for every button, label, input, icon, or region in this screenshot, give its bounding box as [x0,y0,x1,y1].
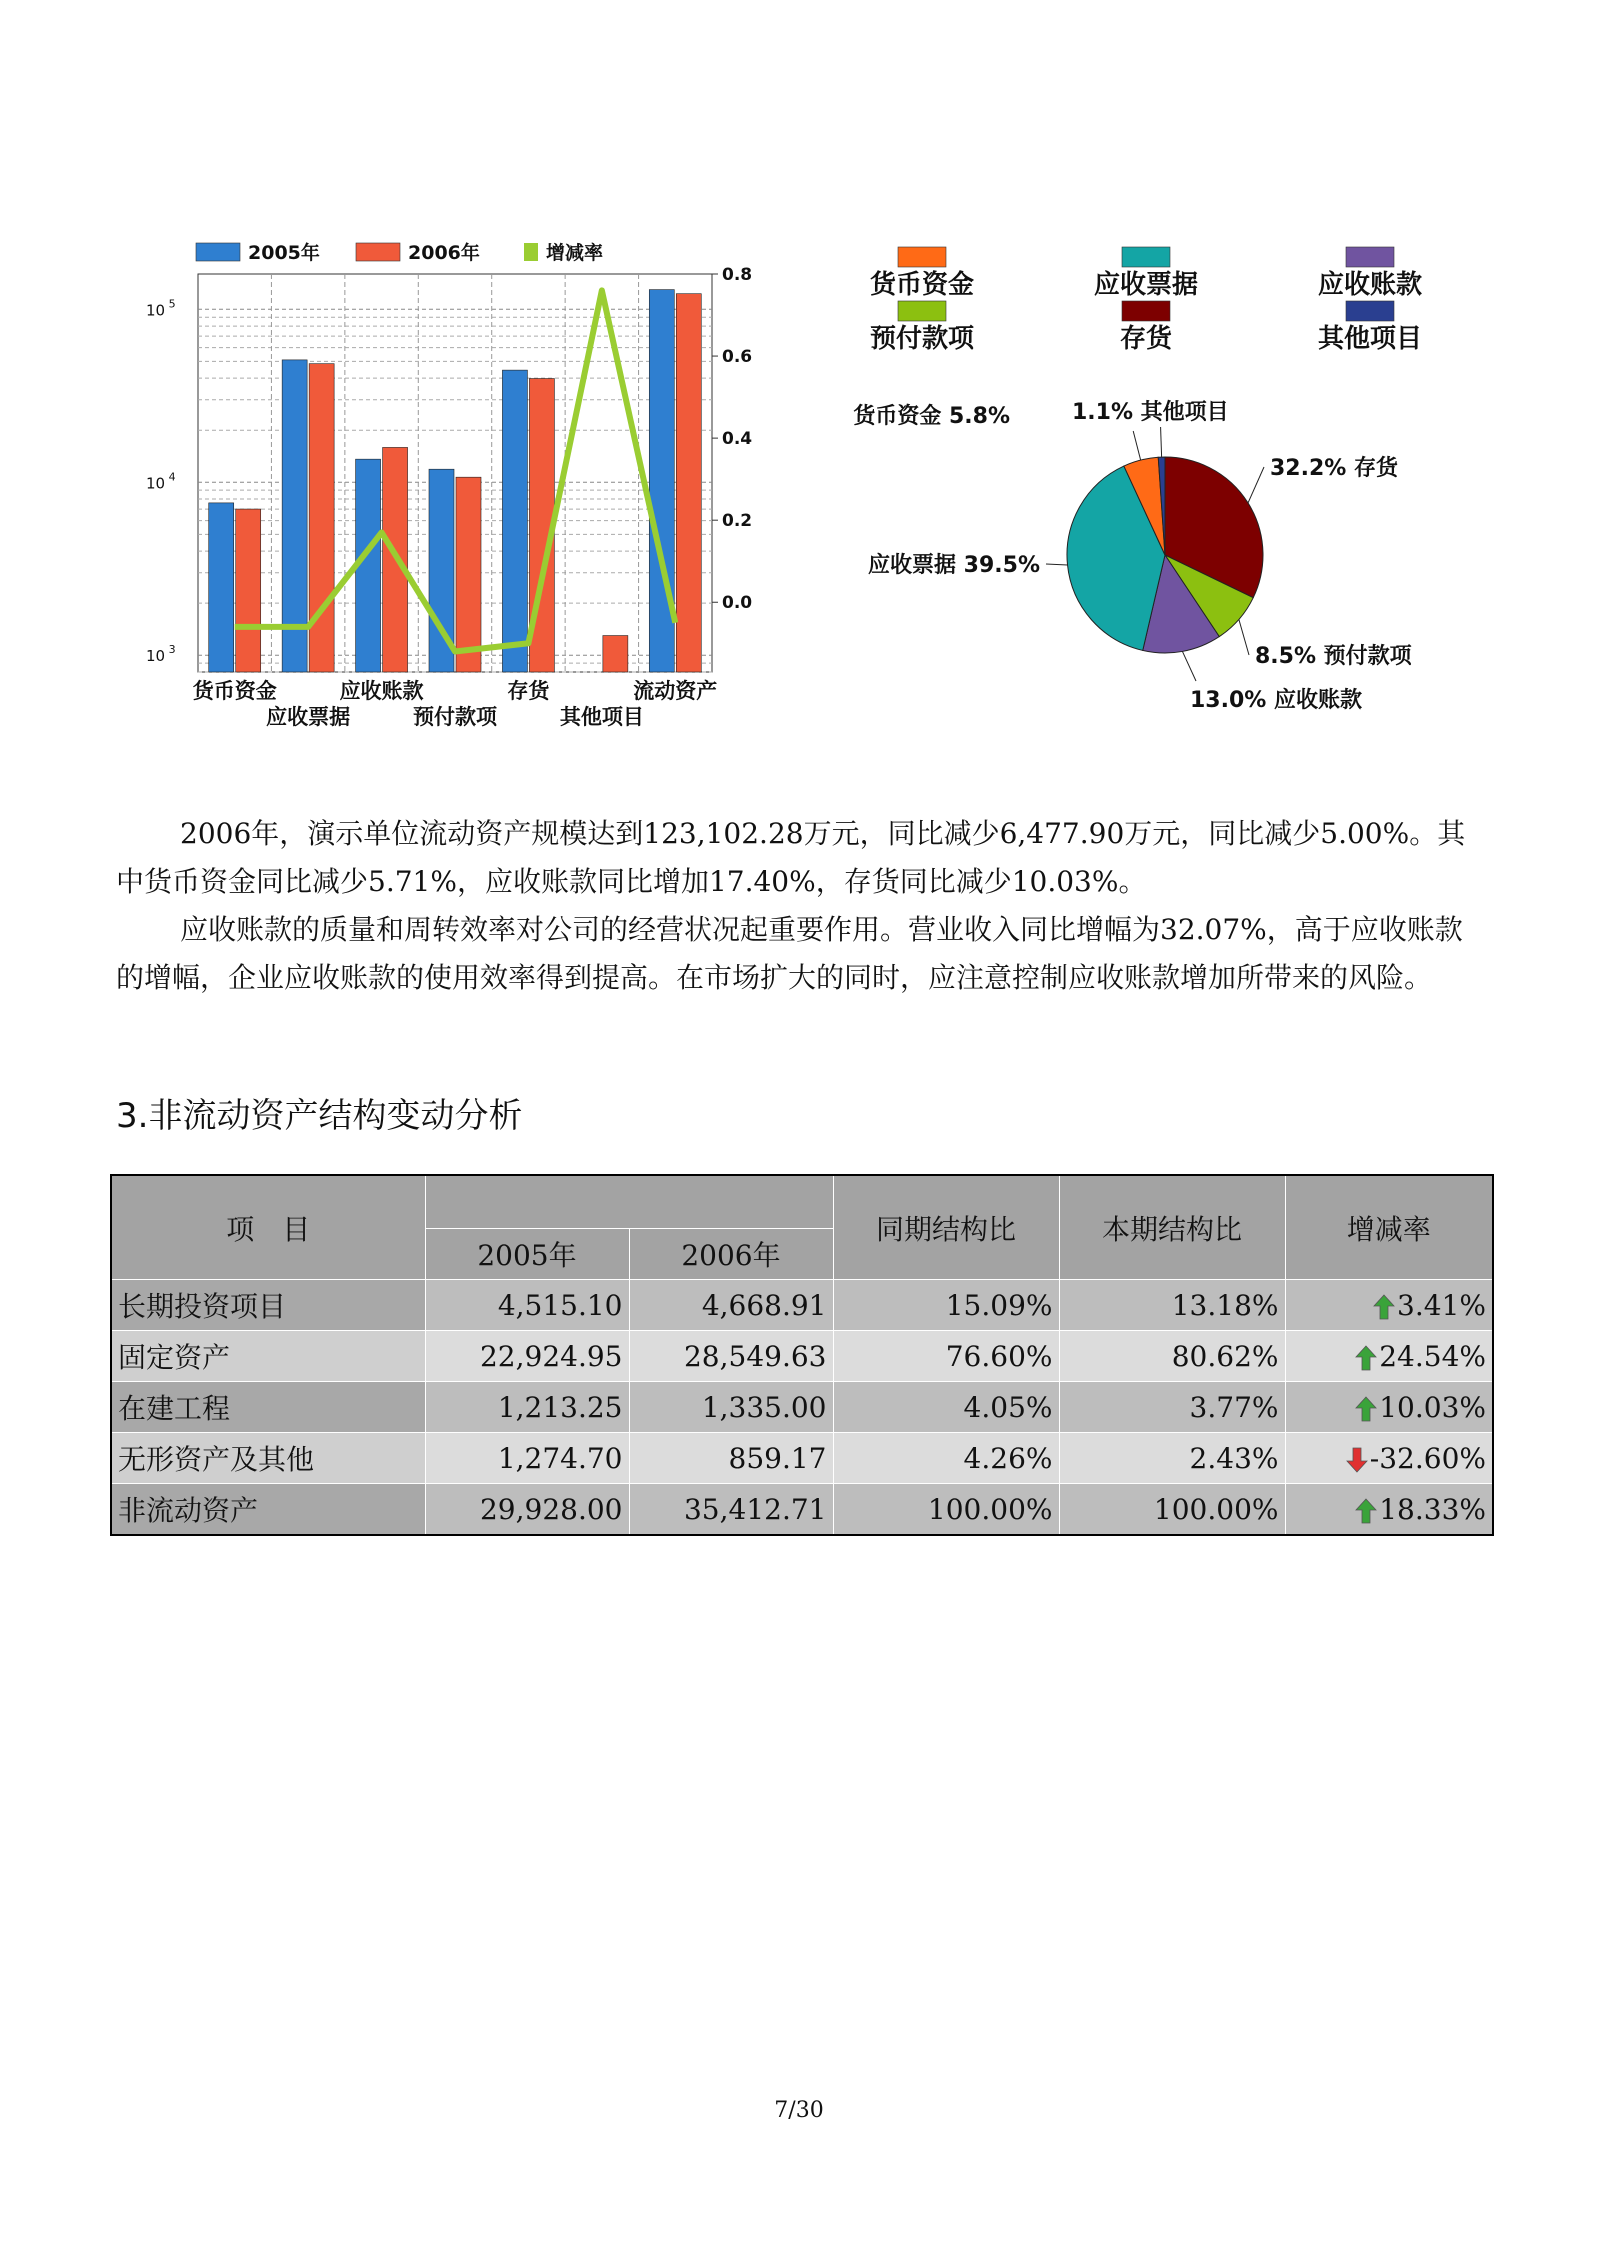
arrow-up-icon [1355,1345,1377,1371]
cell-prev-ratio: 4.05% [833,1382,1059,1433]
cell-prev-ratio: 15.09% [833,1280,1059,1331]
pie-slice-label: 32.2% 存货 [1270,456,1398,481]
legend-swatch [1346,247,1394,267]
bar-2006 [236,509,261,672]
cell-value-2006: 1,335.00 [629,1382,833,1433]
legend-label: 预付款项 [869,324,975,354]
cell-value-2006: 4,668.91 [629,1280,833,1331]
x-category-label: 存货 [507,679,550,703]
header-years-group [425,1175,833,1229]
cell-value-2005: 22,924.95 [425,1331,629,1382]
arrow-up-icon [1355,1498,1377,1524]
table-body [111,1280,1493,1536]
legend-label: 存货 [1119,324,1173,354]
legend-swatch [196,243,240,261]
pie-leader-line [1182,651,1196,681]
cell-value-2006: 859.17 [629,1433,833,1484]
legend-label: 增减率 [546,242,604,264]
pie-chart [800,235,1500,745]
cell-prev-ratio: 100.00% [833,1484,1059,1536]
cell-name: 无形资产及其他 [111,1433,425,1484]
plot-area [198,274,712,672]
y-right-tick-label: 0.2 [722,511,753,532]
legend-swatch [356,243,400,261]
x-category-label: 流动资产 [633,679,718,703]
pie-leader-line [1239,619,1249,655]
legend-swatch [1122,247,1170,267]
pie-slice-label: 1.1% 其他项目 [1072,400,1229,425]
bar-chart [140,228,770,748]
legend-swatch [898,247,946,267]
arrow-up-icon [1355,1396,1377,1422]
cell-name: 固定资产 [111,1331,425,1382]
legend-swatch [898,301,946,321]
cell-change-rate [1285,1280,1493,1331]
header-item: 项 目 [111,1175,425,1280]
header-change-rate: 增减率 [1285,1175,1493,1280]
bar-2006 [676,294,701,672]
cell-value-2006: 35,412.71 [629,1484,833,1536]
pie-leader-line [1133,431,1140,460]
x-category-label: 预付款项 [413,705,497,729]
pie-leader-line [1248,467,1264,503]
y-left-tick-label: 10 $^3$ [146,643,176,666]
cell-name: 非流动资产 [111,1484,425,1536]
y-right-tick-label: 0.6 [722,347,753,368]
arrow-up-icon [1373,1294,1395,1320]
header-prev-ratio: 同期结构比 [833,1175,1059,1280]
table-row [111,1382,1493,1433]
cell-change-rate [1285,1484,1493,1536]
legend-swatch [524,243,538,261]
cell-prev-ratio: 4.26% [833,1433,1059,1484]
cell-value-2005: 1,213.25 [425,1382,629,1433]
header-2006: 2006年 [629,1229,833,1280]
cell-value-2005: 4,515.10 [425,1280,629,1331]
legend-label: 货币资金 [869,270,975,300]
cell-change-rate [1285,1382,1493,1433]
section-heading: 3.非流动资产结构变动分析 [116,1096,523,1136]
y-left-tick-label: 10 $^5$ [146,297,176,320]
pie-slice-label: 货币资金 5.8% [853,404,1010,429]
cell-prev-ratio: 76.60% [833,1331,1059,1382]
legend-label: 应收票据 [1093,270,1199,300]
cell-change-rate [1285,1331,1493,1382]
cell-curr-ratio: 100.00% [1059,1484,1285,1536]
y-right-tick-label: 0.4 [722,429,753,450]
x-category-label: 其他项目 [559,705,644,729]
pie-slice-label: 8.5% 预付款项 [1255,644,1412,669]
cell-value-2005: 29,928.00 [425,1484,629,1536]
legend-swatch [1346,301,1394,321]
paragraph-current-assets: 2006年，演示单位流动资产规模达到123,102.28万元，同比减少6,477.90万元，同比减少5.00%。其中货币资金同比减少5.71%，应收账款同比增加17.40%，存货同比减少10.03%。 [116,817,1466,898]
cell-curr-ratio: 2.43% [1059,1433,1285,1484]
cell-value-2006: 28,549.63 [629,1331,833,1382]
bar-2006 [603,636,628,672]
legend-label: 其他项目 [1317,324,1423,354]
y-right-tick-label: 0.8 [722,265,753,285]
paragraph-receivables: 应收账款的质量和周转效率对公司的经营状况起重要作用。营业收入同比增幅为32.07%，高于应收账款的增幅，企业应收账款的使用效率得到提高。在市场扩大的同时，应注意控制应收账款增加所带来的风险。 [116,913,1463,994]
cell-curr-ratio: 13.18% [1059,1280,1285,1331]
change-rate-value: 10.03% [1379,1390,1486,1424]
header-2005: 2005年 [425,1229,629,1280]
pie-leader-line [1161,427,1162,457]
legend-label: 2006年 [408,242,480,264]
change-rate-value: 18.33% [1379,1492,1486,1526]
y-left-tick-label: 10 $^4$ [146,470,176,493]
table-row [111,1331,1493,1382]
y-right-tick-label: 0.0 [722,593,753,614]
change-rate-value: 24.54% [1379,1339,1486,1373]
cell-change-rate [1285,1433,1493,1484]
legend-swatch [1122,301,1170,321]
x-category-label: 货币资金 [192,679,277,703]
cell-curr-ratio: 3.77% [1059,1382,1285,1433]
bar-2005 [502,370,527,672]
bar-2006 [309,364,334,672]
cell-name: 在建工程 [111,1382,425,1433]
cell-name: 长期投资项目 [111,1280,425,1331]
non-current-assets-table [110,1174,1494,1536]
legend-label: 2005年 [248,242,320,264]
change-rate-value: -32.60% [1369,1441,1486,1475]
pie-slice-label: 应收票据 39.5% [868,553,1040,578]
change-rate-value: 3.41% [1397,1288,1486,1322]
header-curr-ratio: 本期结构比 [1059,1175,1285,1280]
bar-2005 [209,503,234,672]
pie-slice-label: 13.0% 应收账款 [1190,688,1362,713]
table-row [111,1484,1493,1536]
page-number: 7/30 [774,2098,824,2123]
cell-value-2005: 1,274.70 [425,1433,629,1484]
x-category-label: 应收票据 [266,705,351,729]
bar-2006 [456,477,481,672]
x-category-label: 应收账款 [339,679,424,703]
pie-leader-line [1046,564,1068,565]
table-row [111,1433,1493,1484]
legend-label: 应收账款 [1317,270,1423,300]
cell-curr-ratio: 80.62% [1059,1331,1285,1382]
table-row [111,1280,1493,1331]
arrow-down-icon [1346,1447,1368,1473]
